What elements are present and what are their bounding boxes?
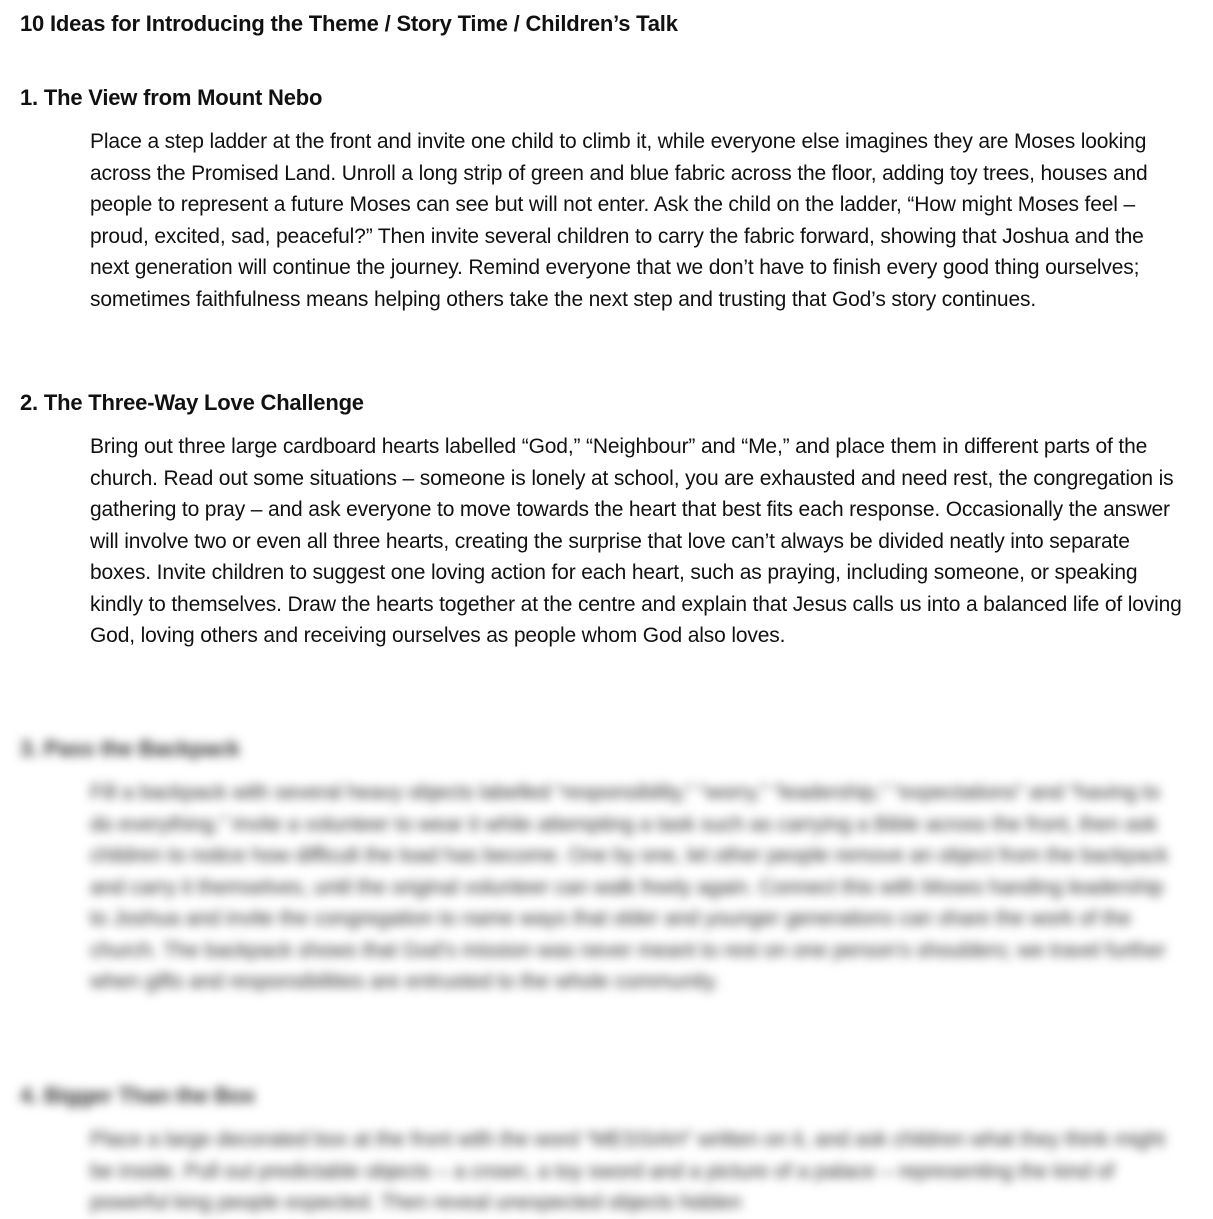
idea-heading: 4. Bigger Than the Box xyxy=(20,1083,256,1108)
idea-heading: 1. The View from Mount Nebo xyxy=(20,85,323,110)
idea-heading: 3. Pass the Backpack xyxy=(20,736,240,761)
idea-body: Place a large decorated box at the front with the word “MESSIAH” written on it, and ask children what they think might be inside. Pull out predictable objects – a crown, a toy sword and a picture of a palace – representing the kind of powerful king people expected. Then reveal unexpected objects hidden xyxy=(90,1128,1165,1214)
idea-body: Bring out three large cardboard hearts labelled “God,” “Neighbour” and “Me,” and place them in different parts of the church. Read out some situations – someone is lonely at school, you are exhausted and need rest, the congregation is gathering to pray – and ask everyone to move towards the heart that best fits each response. Occasionally the answer will involve two or even all three hearts, creating the surprise that love can’t always be divided neatly into separate boxes. Invite children to suggest one loving action for each heart, such as praying, including someone, or speaking kindly to themselves. Draw the hearts together at the centre and explain that Jesus calls us into a balanced life of loving God, loving others and receiving ourselves as people whom God also loves. xyxy=(90,435,1182,647)
idea-body: Place a step ladder at the front and invite one child to climb it, while everyone else imagines they are Moses looking across the Promised Land. Unroll a long strip of green and blue fabric across the floor, adding toy trees, houses and people to represent a future Moses can see but will not enter. Ask the child on the ladder, “How might Moses feel – proud, excited, sad, peaceful?” Then invite several children to carry the fabric forward, showing that Joshua and the next generation will continue the journey. Remind everyone that we don’t have to finish every good thing ourselves; sometimes faithfulness means helping others take the next step and trusting that God’s story continues. xyxy=(90,130,1148,311)
idea-heading: 2. The Three-Way Love Challenge xyxy=(20,390,364,415)
idea-body: Fill a backpack with several heavy objects labelled “responsibility,” “worry,” “leadership,” “expectations” and “having to do everything.” Invite a volunteer to wear it while attempting a task such as carrying a Bible across the front, then ask children to notice how difficult the load has become. One by one, let other people remove an object from the backpack and carry it themselves, until the original volunteer can walk freely again. Connect this with Moses handing leadership to Joshua and invite the congregation to name ways that older and younger generations can share the work of the church. The backpack shows that God’s mission was never meant to rest on one person’s shoulders; we travel further when gifts and responsibilities are entrusted to the whole community. xyxy=(90,781,1169,993)
document-title: 10 Ideas for Introducing the Theme / Story Time / Children’s Talk xyxy=(20,11,678,36)
